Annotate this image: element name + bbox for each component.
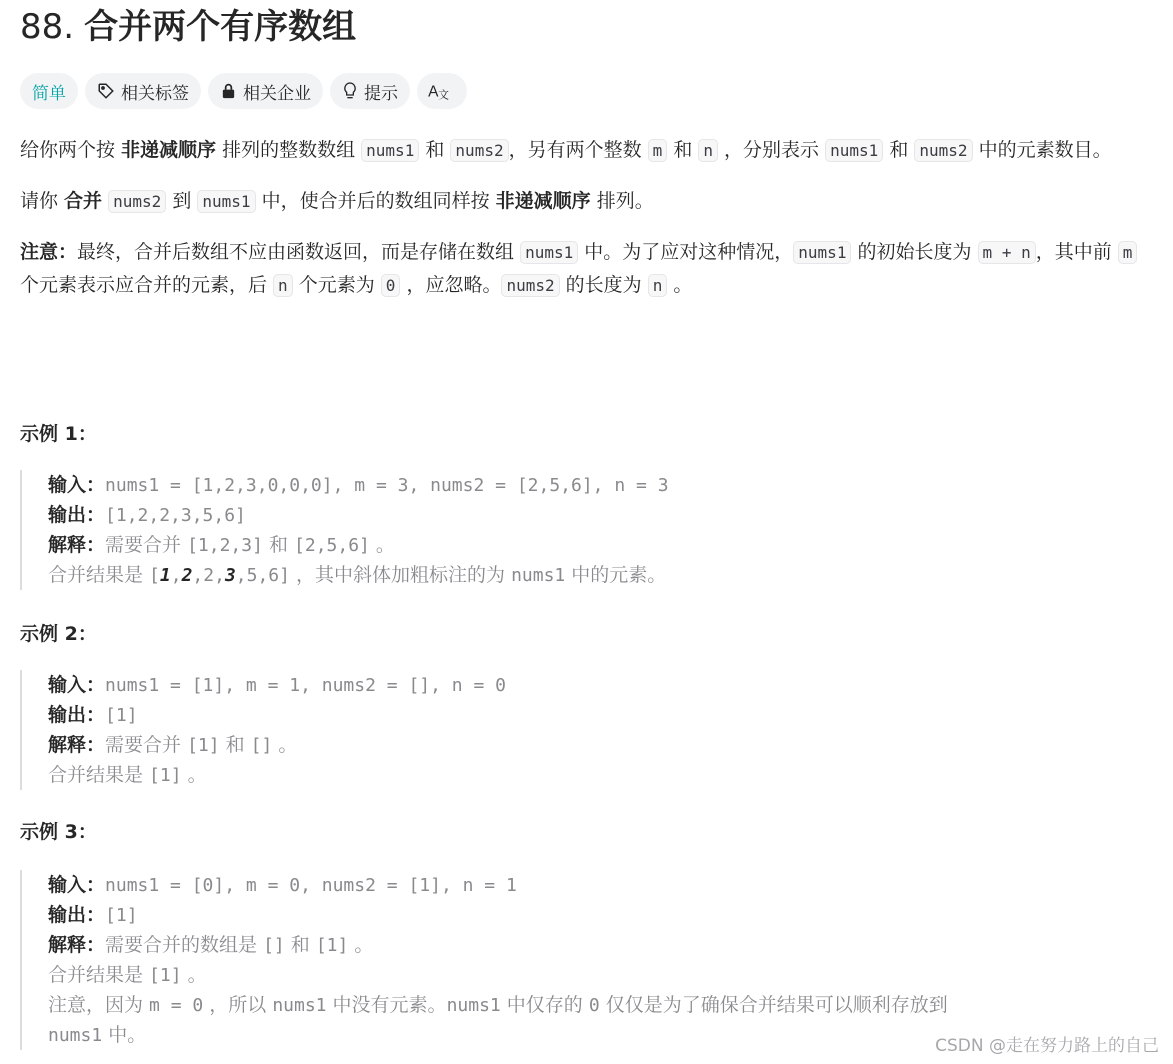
code-text: nums1 bbox=[272, 995, 327, 1016]
example-output-line bbox=[48, 500, 1160, 530]
text: 。 bbox=[369, 534, 395, 556]
example-2 bbox=[20, 620, 1160, 790]
description-paragraph-2 bbox=[20, 185, 1160, 218]
code-text: [1] bbox=[187, 735, 220, 756]
code-text: [] bbox=[250, 735, 273, 756]
text: 排列的整数数组 bbox=[216, 139, 362, 161]
text: 合并结果是 bbox=[48, 764, 150, 786]
text: 和 bbox=[667, 139, 699, 161]
related-companies-label: 相关企业 bbox=[243, 83, 311, 104]
input-label: 输入： bbox=[48, 874, 106, 896]
code-text: [2,5,6] bbox=[294, 535, 370, 556]
code-text: , bbox=[170, 565, 182, 586]
inline-code: n bbox=[273, 274, 293, 297]
example-output: [1] bbox=[105, 705, 138, 726]
inline-code: n bbox=[648, 274, 668, 297]
translate-button[interactable] bbox=[417, 73, 467, 109]
example-explanation-line bbox=[48, 530, 1160, 560]
tag-icon bbox=[97, 82, 115, 100]
problem-description bbox=[20, 134, 1160, 302]
explanation-label: 解释： bbox=[48, 534, 106, 556]
example-result-line bbox=[48, 960, 1160, 990]
text: 合并结果是 bbox=[48, 964, 150, 986]
example-output-line bbox=[48, 900, 1160, 930]
example-input: nums1 = [0], m = 0, nums2 = [1], n = 1 bbox=[105, 875, 517, 896]
code-text: nums1 bbox=[511, 565, 566, 586]
text: ，分别表示 bbox=[718, 139, 826, 161]
code-text: [1] bbox=[315, 935, 349, 956]
watermark: CSDN @走在努力路上的自己 bbox=[935, 1036, 1159, 1056]
text: 中的元素。 bbox=[565, 564, 667, 586]
text: 中没有元素。 bbox=[326, 994, 447, 1016]
related-tags-label: 相关标签 bbox=[121, 83, 189, 104]
lightbulb-icon bbox=[342, 81, 358, 101]
text: ，应忽略。 bbox=[400, 274, 502, 296]
inline-code: nums1 bbox=[520, 241, 578, 264]
text: 。 bbox=[348, 934, 374, 956]
code-text: m = 0 bbox=[149, 995, 204, 1016]
related-companies-button[interactable] bbox=[208, 73, 323, 109]
description-paragraph-1 bbox=[20, 134, 1160, 167]
text: 合并结果是 bbox=[48, 564, 150, 586]
highlighted-digit: 3 bbox=[224, 565, 236, 586]
note-label: 注意： bbox=[20, 241, 78, 263]
code-text: [ bbox=[149, 565, 160, 586]
code-text: nums1 bbox=[48, 1025, 103, 1046]
code-text: [1] bbox=[149, 765, 182, 786]
inline-code: nums2 bbox=[501, 274, 559, 297]
hint-button[interactable] bbox=[330, 73, 410, 109]
text: 请你 bbox=[20, 190, 65, 212]
inline-code: n bbox=[698, 139, 718, 162]
text: 的长度为 bbox=[559, 274, 648, 296]
inline-code: nums2 bbox=[108, 190, 166, 213]
lock-icon bbox=[220, 82, 237, 100]
related-tags-button[interactable] bbox=[85, 73, 201, 109]
text: 和 bbox=[883, 139, 915, 161]
text: 中的元素数目。 bbox=[972, 139, 1112, 161]
input-label: 输入： bbox=[48, 674, 106, 696]
text: ，所以 bbox=[203, 994, 273, 1016]
example-title: 示例 1： bbox=[20, 423, 97, 445]
difficulty-badge[interactable] bbox=[20, 73, 78, 109]
text: ，其中前 bbox=[1035, 241, 1118, 263]
example-input: nums1 = [1], m = 1, nums2 = [], n = 0 bbox=[105, 675, 506, 696]
highlighted-digit: 1 bbox=[159, 565, 171, 586]
text: 中，使合并后的数组同样按 bbox=[255, 190, 496, 212]
text: 个元素为 bbox=[292, 274, 381, 296]
bold-text: 非递减顺序 bbox=[121, 139, 217, 161]
bold-text: 合并 bbox=[64, 190, 103, 212]
input-label: 输入： bbox=[48, 474, 106, 496]
text: 的初始长度为 bbox=[851, 241, 978, 263]
example-explanation-line bbox=[48, 730, 1160, 760]
explanation-label: 解释： bbox=[48, 734, 106, 756]
text: 到 bbox=[166, 190, 198, 212]
highlighted-digit: 2 bbox=[181, 565, 193, 586]
text: 。 bbox=[181, 964, 207, 986]
code-text: [] bbox=[263, 935, 285, 956]
example-title: 示例 3： bbox=[20, 821, 97, 843]
example-output-line bbox=[48, 700, 1160, 730]
inline-code: nums2 bbox=[914, 139, 972, 162]
example-input-line bbox=[48, 470, 1160, 500]
inline-code: nums1 bbox=[825, 139, 883, 162]
text: 和 bbox=[284, 934, 316, 956]
text: 和 bbox=[262, 534, 295, 556]
code-text: ,5,6] bbox=[235, 565, 290, 586]
example-3 bbox=[20, 818, 1160, 1050]
example-output: [1,2,2,3,5,6] bbox=[105, 505, 246, 526]
explanation-label: 解释： bbox=[48, 934, 106, 956]
difficulty-label: 简单 bbox=[32, 83, 66, 104]
text: 和 bbox=[419, 139, 451, 161]
text: ，另有两个整数 bbox=[508, 139, 648, 161]
code-text: ,2, bbox=[192, 565, 225, 586]
inline-code: m + n bbox=[978, 241, 1036, 264]
text: 需要合并 bbox=[105, 534, 188, 556]
problem-number: 88. bbox=[20, 7, 75, 47]
example-output: [1] bbox=[105, 905, 138, 926]
example-input-line bbox=[48, 670, 1160, 700]
example-input-line bbox=[48, 870, 1160, 900]
code-text: [1] bbox=[149, 965, 182, 986]
text: 。 bbox=[667, 274, 693, 296]
example-note-line bbox=[48, 990, 1160, 1020]
example-explanation-line bbox=[48, 930, 1160, 960]
tag-bar bbox=[20, 73, 1160, 109]
code-text: 0 bbox=[588, 995, 600, 1016]
output-label: 输出： bbox=[48, 904, 106, 926]
inline-code: nums1 bbox=[793, 241, 851, 264]
inline-code: m bbox=[1118, 241, 1138, 264]
description-paragraph-3 bbox=[20, 236, 1160, 302]
inline-code: 0 bbox=[381, 274, 401, 297]
example-block bbox=[20, 670, 1160, 790]
inline-code: nums1 bbox=[361, 139, 419, 162]
text: 个元素表示应合并的元素，后 bbox=[20, 274, 274, 296]
page-title bbox=[20, 0, 1160, 48]
inline-code: nums2 bbox=[450, 139, 508, 162]
example-block bbox=[20, 470, 1160, 590]
example-input: nums1 = [1,2,3,0,0,0], m = 3, nums2 = [2,5,6], n = 3 bbox=[105, 475, 669, 496]
code-text: [1,2,3] bbox=[187, 535, 263, 556]
output-label: 输出： bbox=[48, 704, 106, 726]
merged-result bbox=[149, 565, 290, 586]
translate-icon bbox=[428, 81, 450, 101]
text: 和 bbox=[219, 734, 251, 756]
text: 。 bbox=[272, 734, 298, 756]
example-block bbox=[20, 870, 1160, 1050]
example-1 bbox=[20, 420, 1160, 590]
text: 排列。 bbox=[590, 190, 654, 212]
text: ，其中斜体加粗标注的为 bbox=[289, 564, 512, 586]
bold-text: 非递减顺序 bbox=[495, 190, 591, 212]
text: 。 bbox=[181, 764, 207, 786]
svg-text:A: A bbox=[428, 83, 439, 101]
text: 中。为了应对这种情况， bbox=[578, 241, 794, 263]
text: 中。 bbox=[102, 1024, 147, 1046]
inline-code: m bbox=[648, 139, 668, 162]
text: 仅仅是为了确保合并结果可以顺利存放到 bbox=[599, 994, 948, 1016]
text: 最终，合并后数组不应由函数返回，而是存储在数组 bbox=[77, 241, 521, 263]
text: 需要合并的数组是 bbox=[105, 934, 264, 956]
example-title: 示例 2： bbox=[20, 623, 97, 645]
example-result-line bbox=[48, 760, 1160, 790]
example-result-line bbox=[48, 560, 1160, 590]
text: 注意，因为 bbox=[48, 994, 150, 1016]
text: 给你两个按 bbox=[20, 139, 122, 161]
svg-text:文: 文 bbox=[438, 89, 449, 101]
code-text: nums1 bbox=[446, 995, 501, 1016]
text: 中仅存的 bbox=[500, 994, 589, 1016]
inline-code: nums1 bbox=[197, 190, 255, 213]
problem-title: 合并两个有序数组 bbox=[84, 7, 357, 47]
hint-label: 提示 bbox=[364, 83, 398, 104]
output-label: 输出： bbox=[48, 504, 106, 526]
text: 需要合并 bbox=[105, 734, 188, 756]
